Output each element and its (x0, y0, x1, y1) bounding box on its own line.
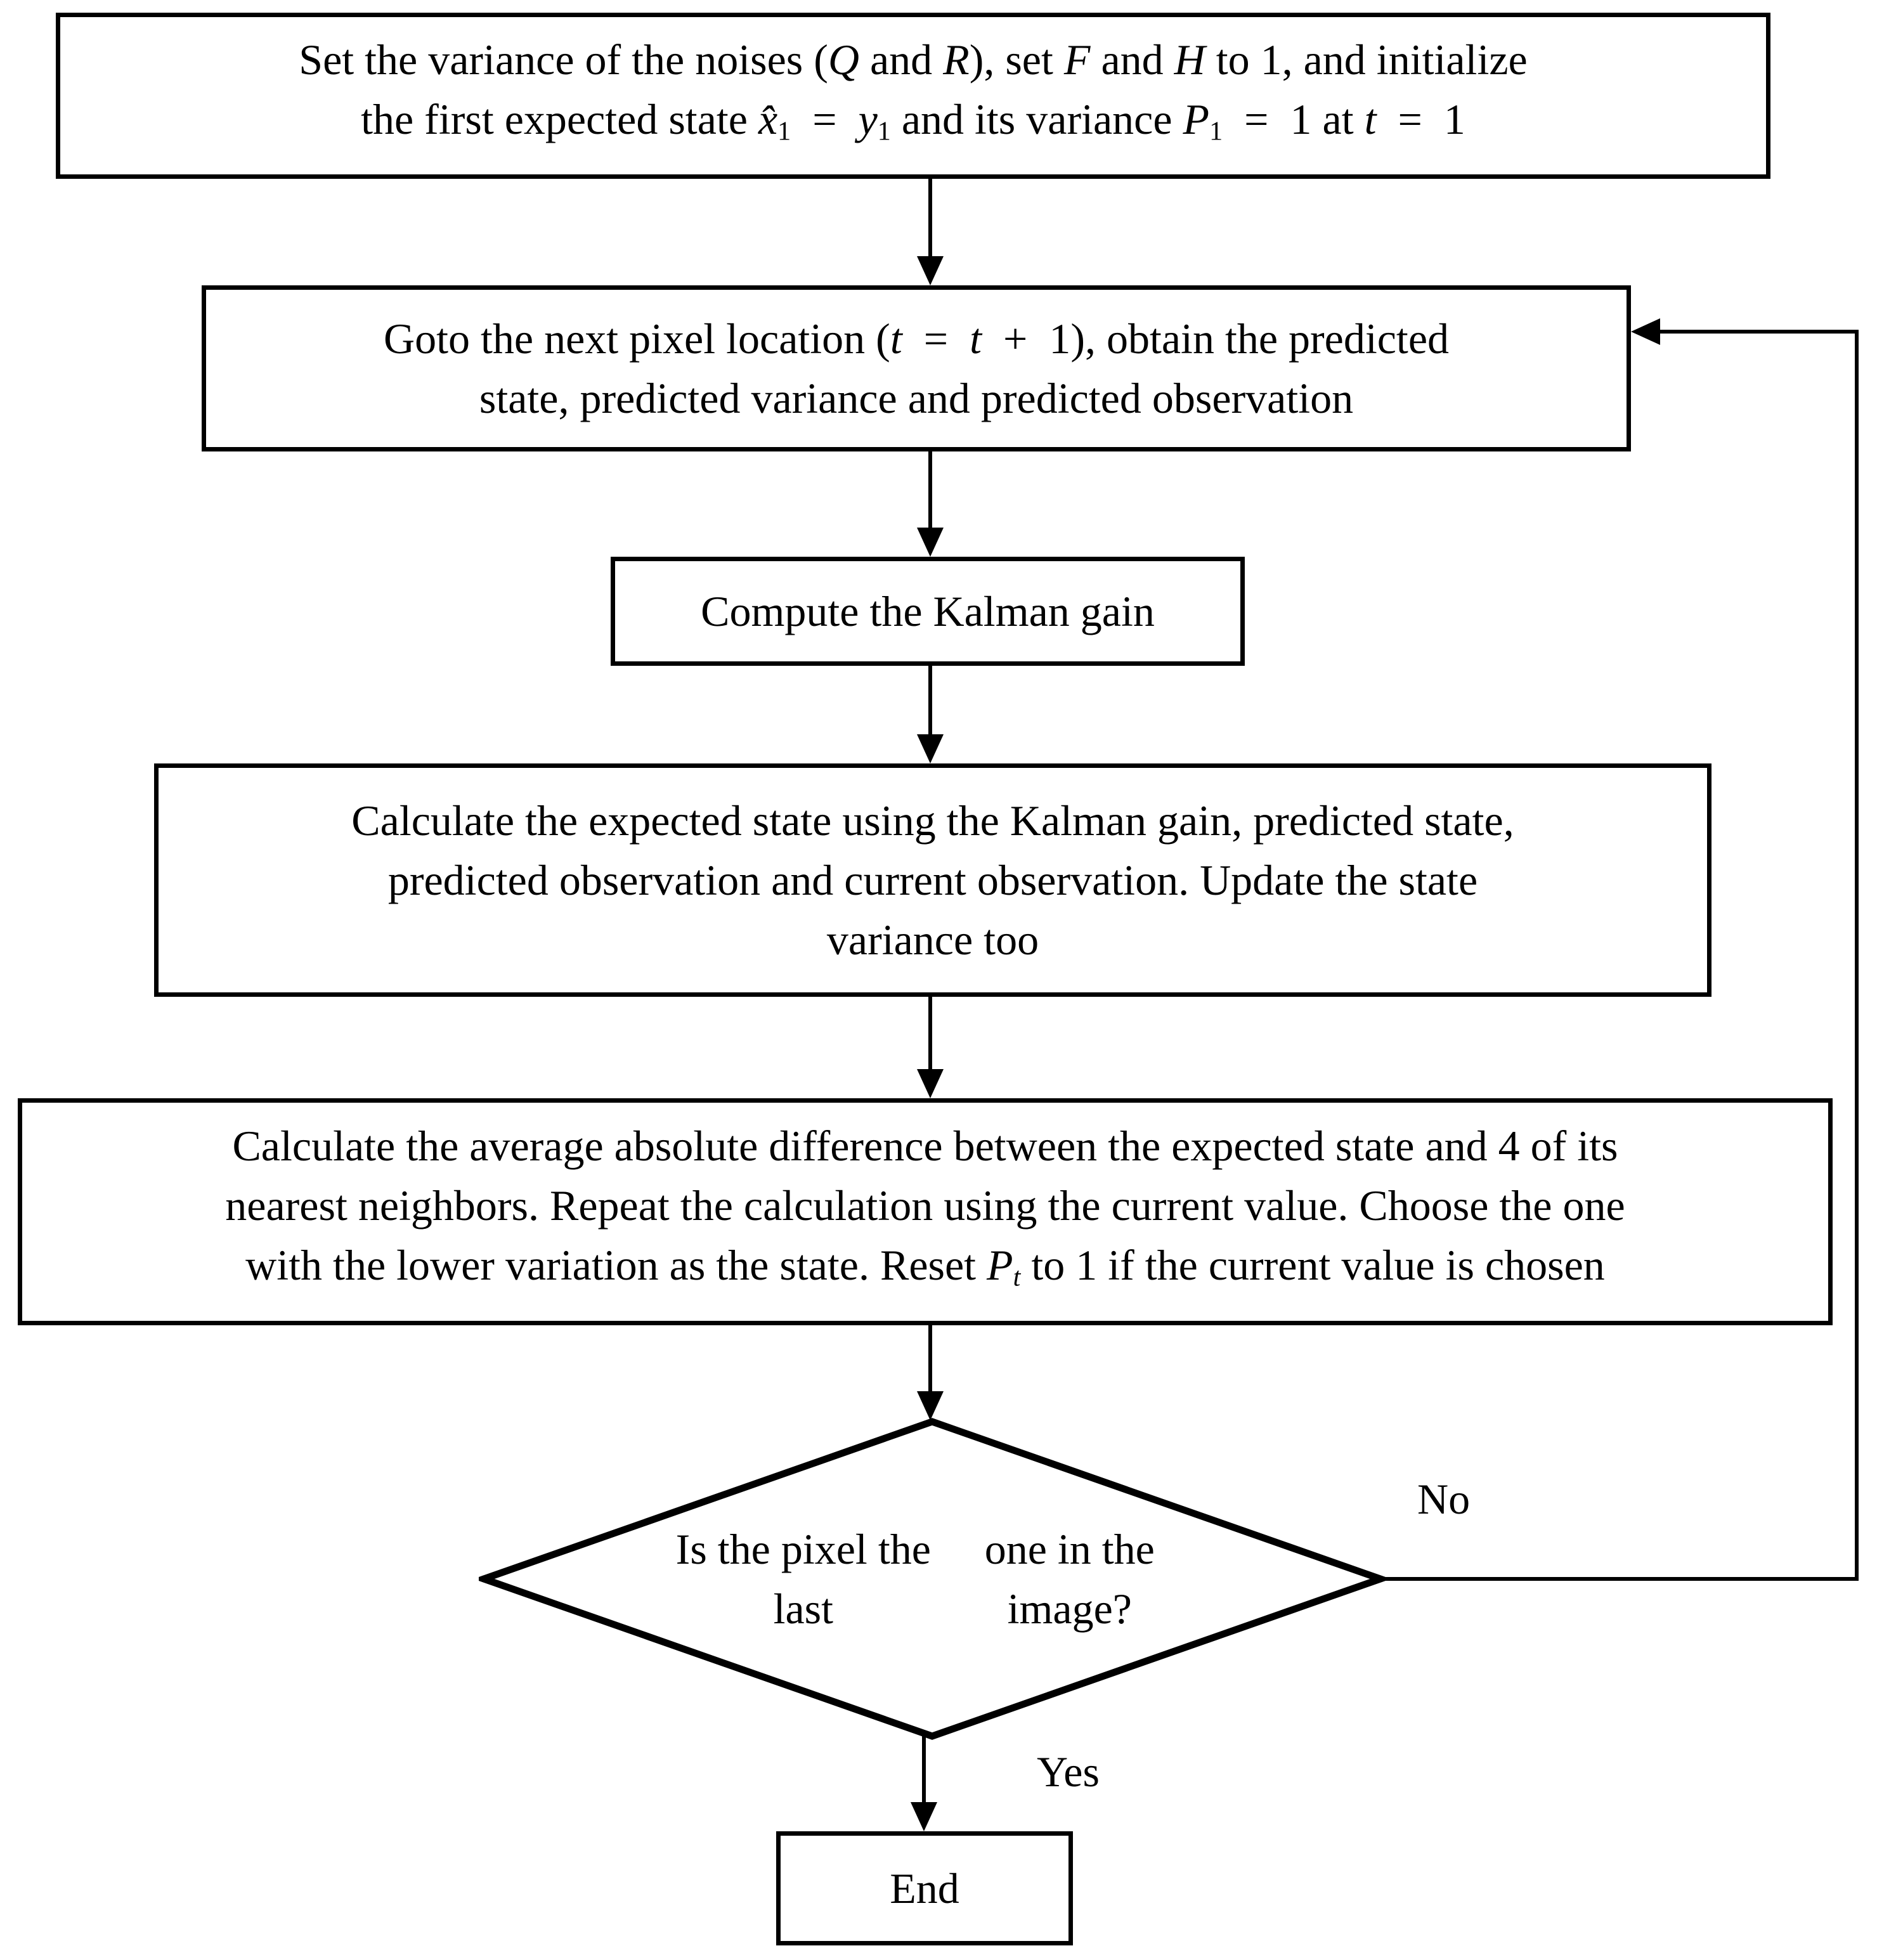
flow-node-calculate-expected-state-text: Calculate the expected state using the Kalman gain, predicted state, predicted observation and current observation. Update the state variance too (351, 796, 1514, 964)
flow-node-calculate-expected-state (154, 763, 1711, 997)
arrow-decision-to-end-line (922, 1736, 926, 1806)
flow-node-average-absolute-difference-text: Calculate the average absolute difference between the expected state and 4 of its nearest neighbors. Repeat the calculation using the current value. Choose the one with the lower variation as the state. Reset $P_t$ to 1 if the current value is chosen (225, 1122, 1625, 1292)
arrow-kalman-to-expected-line (928, 666, 932, 738)
arrow-goto-to-kalman-line (928, 451, 932, 531)
arrow-expected-to-average-head-icon (917, 1069, 944, 1098)
flow-node-compute-kalman-gain (611, 557, 1245, 666)
arrow-expected-to-average-line (928, 997, 932, 1073)
flow-node-end (776, 1831, 1073, 1945)
decision-diamond-text: Is the pixel the last one in the image? (675, 1525, 1155, 1633)
flow-node-compute-kalman-gain-text: Compute the Kalman gain (701, 587, 1155, 635)
flow-node-initialize (56, 13, 1770, 179)
flow-node-average-absolute-difference (18, 1098, 1833, 1325)
no-loop-head-icon (1631, 318, 1660, 345)
flow-node-goto-next-pixel (202, 285, 1631, 451)
arrow-average-to-decision-line (928, 1325, 932, 1395)
flow-node-initialize-text: Set the variance of the noises (Q and R), set F and H to 1, and initialize the first expected state $x̂_1$ = $y_1$ and its variance $P_1$ = 1 at t = 1 (299, 36, 1528, 146)
arrow-kalman-to-expected-head-icon (917, 734, 944, 763)
no-loop-top-line (1658, 330, 1859, 334)
arrow-init-to-goto-head-icon (917, 256, 944, 285)
no-branch-label: No (1417, 1475, 1471, 1523)
flow-node-goto-next-pixel-text: Goto the next pixel location (t = t + 1), obtain the predicted state, predicted variance and predicted observation (384, 315, 1449, 422)
yes-branch-label: Yes (1037, 1748, 1100, 1796)
no-loop-right-line (1855, 330, 1859, 1581)
arrow-goto-to-kalman-head-icon (917, 528, 944, 557)
no-loop-bottom-line (1380, 1577, 1859, 1581)
arrow-init-to-goto-line (928, 179, 932, 260)
flow-node-end-text: End (890, 1864, 959, 1912)
arrow-decision-to-end-head-icon (911, 1802, 937, 1831)
